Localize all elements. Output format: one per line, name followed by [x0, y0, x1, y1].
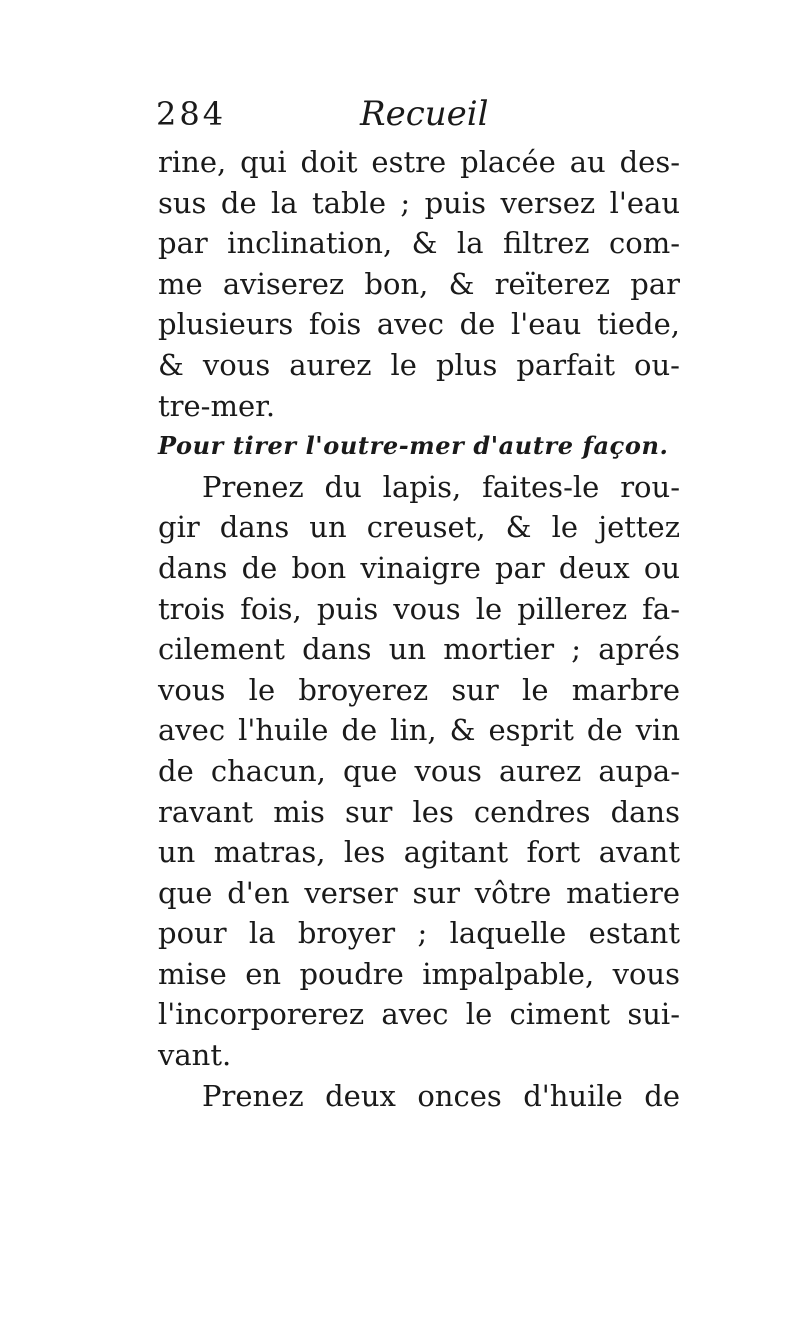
- body-text: [158, 142, 680, 1116]
- running-head: Recueil: [360, 94, 489, 134]
- text-line: ravant mis sur les cendres dans: [158, 794, 680, 829]
- text-line: avec l'huile de lin, & esprit de vin: [158, 713, 680, 748]
- section-heading: Pour tirer l'outre-mer d'autre façon.: [158, 431, 669, 461]
- text-line: gir dans un creuset, & le jettez: [158, 510, 680, 545]
- text-line: plusieurs fois avec de l'eau tiede,: [158, 307, 680, 342]
- page-header: [152, 92, 692, 136]
- page-number: 284: [156, 95, 227, 133]
- text-line: un matras, les agitant fort avant: [158, 835, 680, 870]
- text-line: & vous aurez le plus parfait ou-: [158, 347, 680, 382]
- text-line: tre-mer.: [158, 388, 276, 423]
- text-line: que d'en verser sur vôtre matiere: [158, 875, 680, 910]
- text-line: vous le broyerez sur le marbre: [158, 672, 680, 707]
- text-line: rine, qui doit estre placée au des-: [158, 145, 680, 179]
- text-line: cilement dans un mortier ; aprés: [158, 632, 680, 667]
- text-line: Prenez deux onces d'huile de: [202, 1078, 680, 1113]
- text-line: Prenez du lapis, faites-le rou-: [202, 469, 680, 504]
- text-line: sus de la table ; puis versez l'eau: [158, 185, 680, 220]
- text-line: trois fois, puis vous le pillerez fa-: [158, 591, 680, 626]
- text-line: me aviserez bon, & reïterez par: [158, 266, 680, 301]
- text-line: l'incorporerez avec le ciment sui-: [158, 997, 680, 1032]
- text-line: de chacun, que vous aurez aupa-: [158, 753, 680, 788]
- text-line: vant.: [158, 1038, 232, 1073]
- text-line: dans de bon vinaigre par deux ou: [158, 550, 680, 585]
- text-line: mise en poudre impalpable, vous: [158, 956, 680, 991]
- text-line: pour la broyer ; laquelle estant: [158, 916, 680, 951]
- text-line: par inclination, & la filtrez com-: [158, 226, 680, 261]
